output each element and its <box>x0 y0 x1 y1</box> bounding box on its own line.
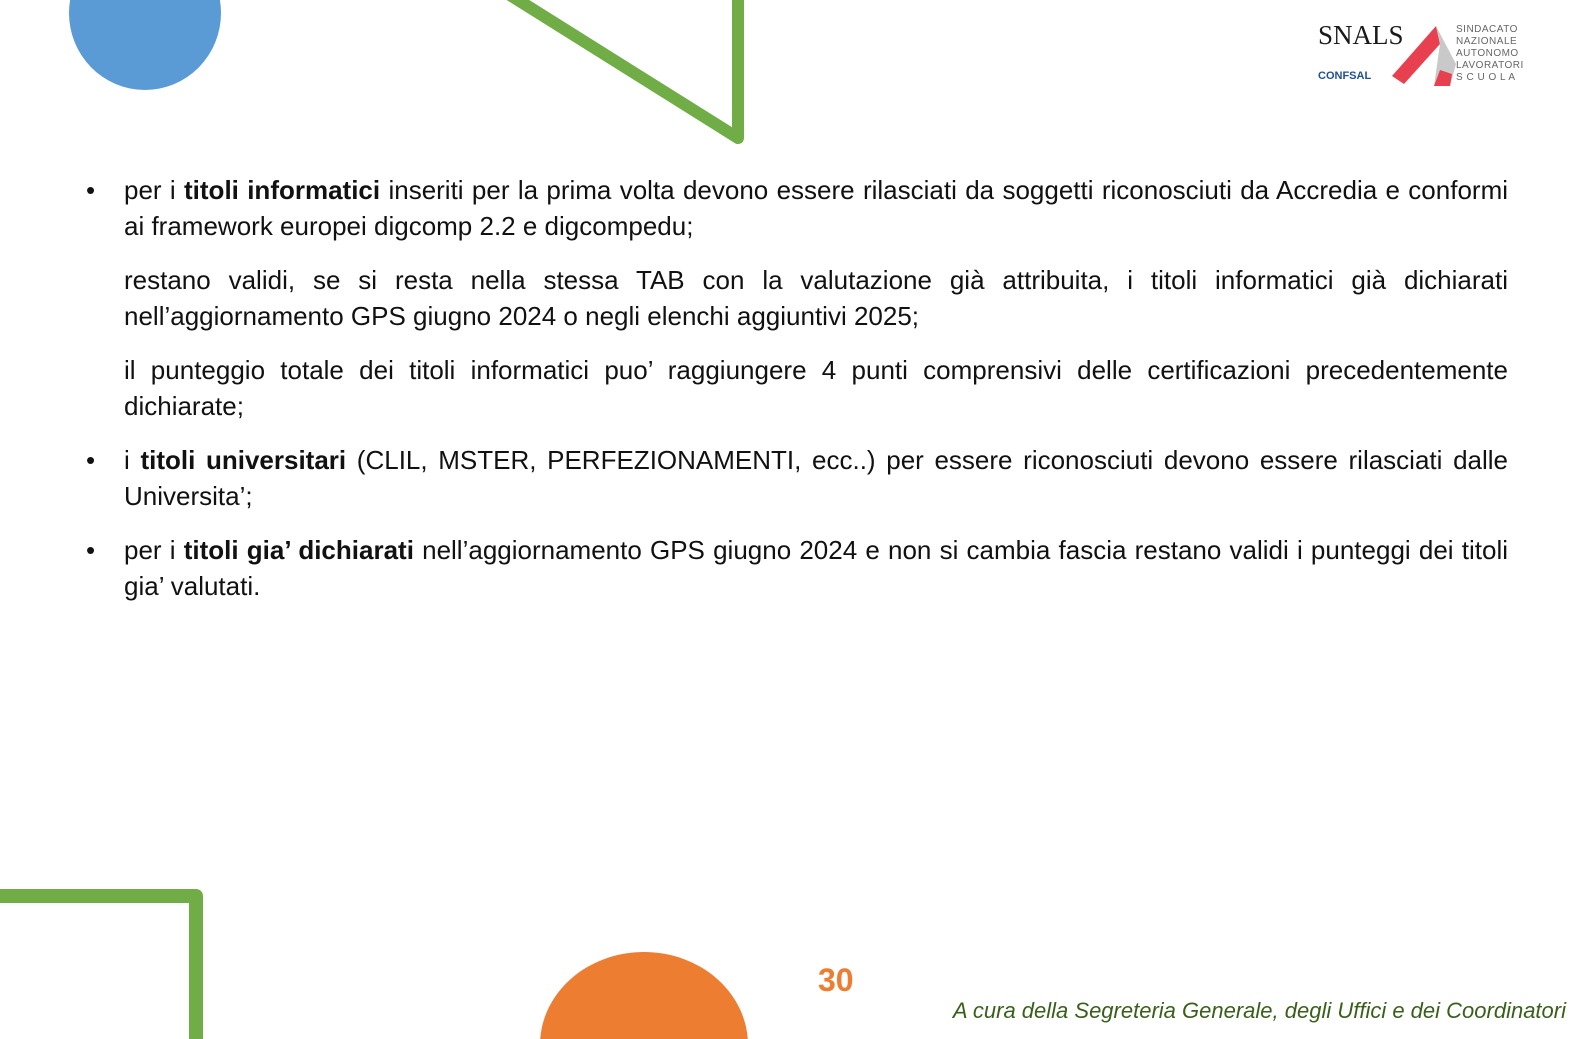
logo-text-lines <box>1456 24 1524 84</box>
item-text-bold: titoli gia’ dichiarati <box>183 535 414 565</box>
logo-line: AUTONOMO <box>1456 48 1519 59</box>
logo-mark-icon <box>1390 24 1456 88</box>
logo-line: NAZIONALE <box>1456 36 1518 47</box>
green-triangle-shape <box>510 0 738 138</box>
logo-line: LAVORATORI <box>1456 60 1524 71</box>
bullet-marker: • <box>86 175 96 205</box>
item-text-pre: per i <box>124 175 185 205</box>
list-item <box>86 352 1508 424</box>
snals-logo <box>1318 20 1528 92</box>
item-text-pre: per i <box>124 535 184 565</box>
item-text-pre: il punteggio totale dei titoli informatici puo’ raggiungere 4 punti comprensivi delle certificazioni precedentemente dichiarate; <box>124 355 1508 421</box>
list-item <box>86 172 1508 244</box>
item-text-pre: i <box>124 445 141 475</box>
item-text-pre: restano validi, se si resta nella stessa TAB con la valutazione già attribuita, i titoli informatici già dichiarati nell’aggiornamento GPS giugno 2024 o negli elenchi aggiuntivi 2025; <box>124 265 1508 331</box>
logo-confsal: CONFSAL <box>1318 70 1372 82</box>
orange-circle-shape <box>540 952 748 1039</box>
page-number: 30 <box>818 962 854 998</box>
green-corner-shape <box>0 896 196 1039</box>
bullet-marker: • <box>86 535 96 565</box>
item-text-post: inseriti per la prima volta devono essere rilasciati da soggetti riconosciuti da Accredia e conformi ai framework europei digcomp 2.2 e digcompedu; <box>124 175 1508 241</box>
bullet-marker: • <box>86 445 96 475</box>
list-item <box>86 262 1508 334</box>
list-item <box>86 532 1508 604</box>
footer-credit: A cura della Segreteria Generale, degli Uffici e dei Coordinatori <box>952 998 1566 1023</box>
logo-line: S C U O L A <box>1456 72 1516 83</box>
item-text-post: nell’aggiornamento GPS giugno 2024 e non si cambia fascia restano validi i punteggi dei titoli gia’ valutati. <box>124 535 1508 601</box>
list-item <box>86 442 1508 514</box>
item-text-bold: titoli universitari <box>140 445 347 475</box>
slide-body <box>86 172 1508 622</box>
logo-wordmark: SNALS <box>1318 20 1404 50</box>
blue-circle-shape <box>69 0 221 90</box>
logo-line: SINDACATO <box>1456 24 1518 35</box>
item-text-bold: titoli informatici <box>184 175 381 205</box>
item-text-post: (CLIL, MSTER, PERFEZIONAMENTI, ecc..) per essere riconosciuti devono essere rilasciati dalle Universita’; <box>124 445 1509 511</box>
